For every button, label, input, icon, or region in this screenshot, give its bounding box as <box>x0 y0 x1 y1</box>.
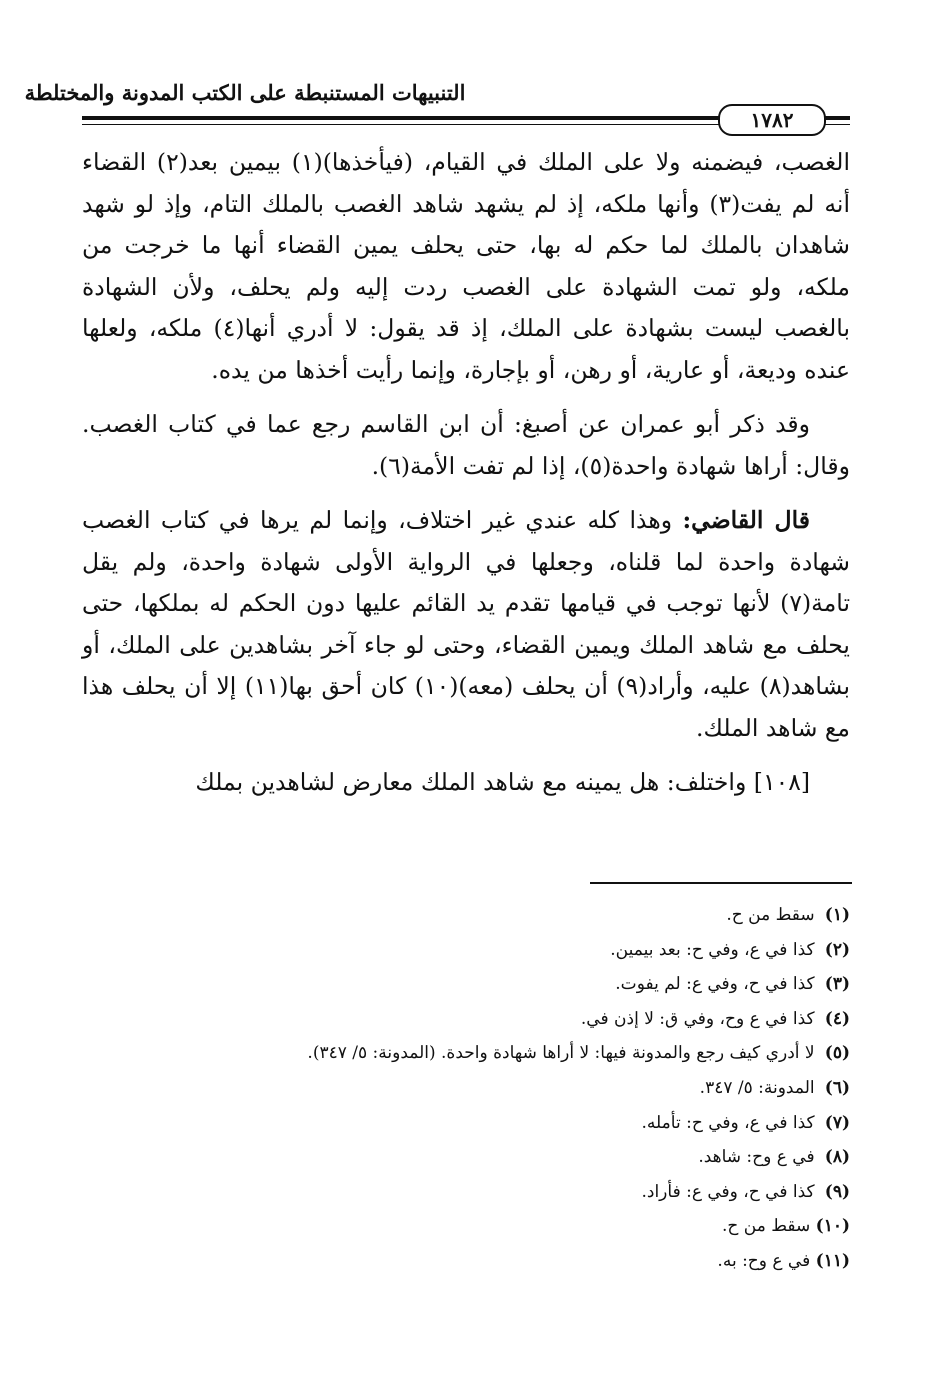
text-line: وإذ لو شهد شاهدان بالملك لما حكم له بها، حتى يحلف يمين القضاء أنها <box>82 189 850 259</box>
footnote-text: في ع وح: شاهد. <box>698 1147 815 1168</box>
footnotes <box>82 898 850 1279</box>
footnote-separator <box>590 882 852 884</box>
text-line: وإنما رأيت أخذها من يده. <box>211 355 456 384</box>
footnote <box>82 1071 850 1106</box>
footnote <box>82 1036 850 1071</box>
text-line: الغصب. وقال: أراها شهادة واحدة(٥)، إذا لم تفت الأمة(٦). <box>82 410 850 480</box>
text-line: أدري أنها(٤) ملكه، ولعلها عنده وديعة، أو عارية، أو رهن، أو بإجارة، <box>82 314 850 384</box>
footnote <box>82 1140 850 1175</box>
footnote-text: كذا في ح، وفي ع: فأراد. <box>641 1181 815 1202</box>
footnote-number: (٣) <box>824 974 850 995</box>
footnote-number: (٩) <box>824 1181 850 1202</box>
text-line: يحلف، ولأن الشهادة بالغصب ليست بشهادة على الملك، إذ قد يقول: لا <box>82 272 850 342</box>
text-line: الغصب شهادة واحدة لما قلناه، وجعلها في الرواية الأولى شهادة واحدة، <box>82 506 850 576</box>
footnote <box>82 1106 850 1141</box>
text-line: الغصب، فيضمنه ولا على الملك في القيام، (فيأخذها)(١) بيمين بعد(٢) <box>156 148 850 176</box>
page-number: ١٧٨٢ <box>718 104 826 136</box>
footnote <box>82 898 850 933</box>
footnote-text: سقط من ح. <box>726 905 815 925</box>
footnote-text: المدونة: ٥/ ٣٤٧. <box>699 1077 815 1098</box>
footnote-text: كذا في ع، وفي ح: بعد بيمين. <box>610 939 815 960</box>
paragraph-4 <box>82 762 850 804</box>
paragraph-3 <box>82 500 850 749</box>
footnote-text: كذا في ع، وفي ح: تأمله. <box>641 1112 815 1133</box>
footnote-number: (٤) <box>824 1008 850 1029</box>
footnote-number: (٦) <box>824 1077 850 1098</box>
footnote-number: (٨) <box>824 1147 850 1168</box>
footnote-text: في ع وح: به. <box>717 1250 811 1271</box>
footnote-text: كذا في ح، وفي ع: لم يفوت. <box>615 974 815 995</box>
text-line: أحق بها(١١) إلا أن يحلف هذا مع شاهد الملك. <box>82 672 850 742</box>
footnote-text: كذا في ع وح، وفي ق: لا إذن في. <box>580 1008 815 1029</box>
text-line: ولم يقل تامة(٧) لأنها توجب في قيامها تقدم يد القائم عليها دون الحكم له <box>82 547 850 617</box>
paragraph-2 <box>82 404 850 487</box>
speaker-label: قال القاضي: <box>682 506 810 534</box>
text-line: ما خرجت من ملكه، ولو تمت الشهادة على الغصب ردت إليه ولم <box>82 231 850 301</box>
footnote <box>82 1209 850 1244</box>
main-text <box>82 142 850 804</box>
text-line: وقد ذكر أبو عمران عن أصبغ: أن ابن القاسم رجع عما في كتاب <box>168 410 810 438</box>
footnote-number: (٢) <box>824 939 850 960</box>
footnote-number: (١) <box>824 905 850 925</box>
footnote <box>82 933 850 968</box>
footnote <box>82 1002 850 1037</box>
footnote <box>82 1244 850 1279</box>
footnote-number: (٥) <box>824 1043 850 1064</box>
footnote <box>82 1175 850 1210</box>
footnote <box>82 967 850 1002</box>
footnote-number: (١١) <box>815 1250 850 1271</box>
text-line: بملكها، حتى يحلف مع شاهد الملك ويمين القضاء، وحتى لو جاء آخر <box>82 589 850 659</box>
footnote-number: (١٠) <box>815 1216 850 1237</box>
footnote-text: سقط من ح. <box>722 1216 811 1237</box>
footnote-text: لا أدري كيف رجع والمدونة فيها: لا أراها شهادة واحدة. (المدونة: ٥/ ٣٤٧). <box>307 1043 815 1064</box>
text-line: وهذا كله عندي غير اختلاف، وإنما لم يرها في كتاب <box>160 506 683 534</box>
text-line: بشاهدين على الملك، أو بشاهد(٨) عليه، وأراد(٩) أن يحلف (معه)(١٠) كان <box>82 630 851 700</box>
paragraph-1 <box>82 142 850 391</box>
footnote-number: (٧) <box>824 1112 850 1133</box>
text-line: [١٠٨] واختلف: هل يمينه مع شاهد الملك معارض لشاهدين بملك <box>195 768 810 796</box>
text-line: القضاء أنه لم يفت(٣) وأنها ملكه، إذ لم يشهد شاهد الغصب بالملك التام، <box>82 148 850 218</box>
running-header-title: التنبيهات المستنبطة على الكتب المدونة والمختلطة <box>24 80 466 105</box>
